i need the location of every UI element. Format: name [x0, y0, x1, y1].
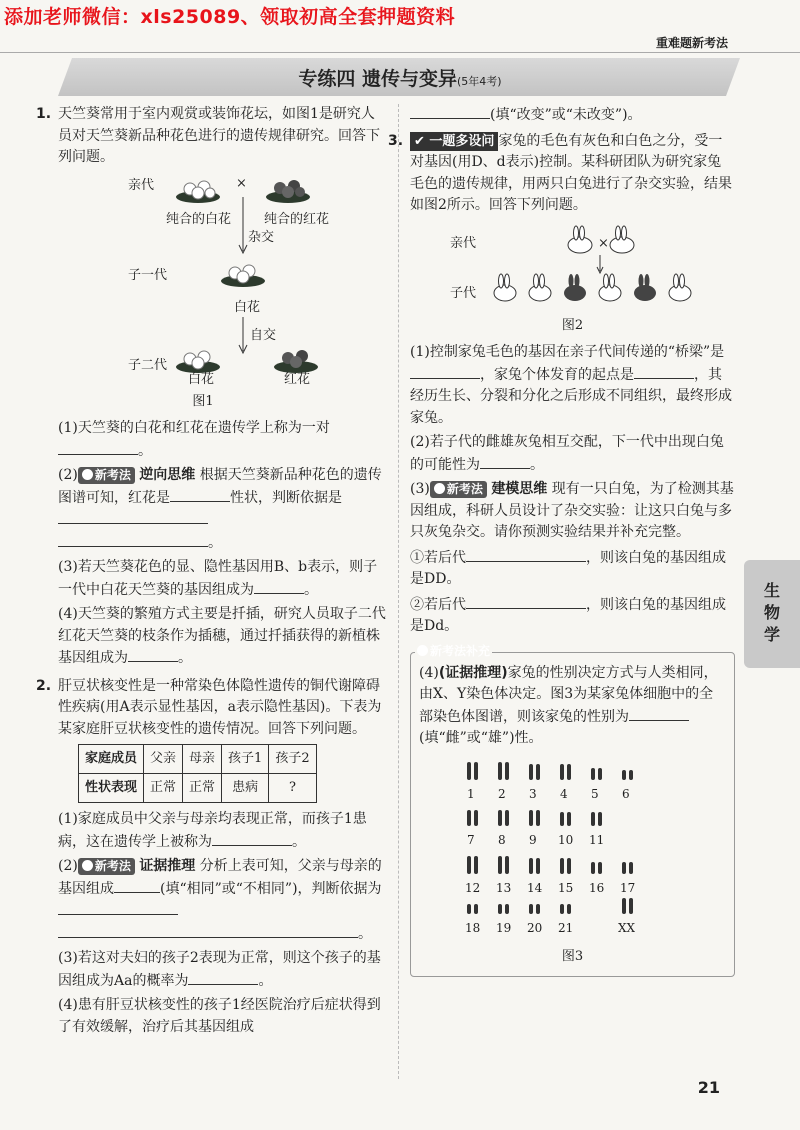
new-method-tag: 新考法 [78, 467, 135, 484]
q3-sub1: (1)控制家兔毛色的基因在亲子代间传递的“桥梁”是，家兔个体发育的起点是 ，其经历生长、分裂和分化之后形成不同组织，最终形成家兔。 [410, 344, 732, 426]
table-cell: 母亲 [183, 745, 222, 774]
title-text: 专练四 遗传与变异 [298, 68, 458, 90]
f1-parent-label: 亲代 [128, 177, 155, 193]
answer-blank[interactable] [58, 923, 358, 938]
offspring-row [494, 274, 691, 301]
page-title [0, 64, 800, 91]
q1-number: 1. [36, 106, 52, 122]
white-rabbit-icon [529, 274, 551, 301]
table-cell: 孩子2 [269, 745, 316, 774]
gray-rabbit-icon [564, 274, 586, 301]
supplement-tag: 新考法补充 [415, 643, 492, 660]
q1-sub1: (1)天竺葵的白花和红花在遗传学上称为一对。 [58, 420, 330, 459]
cross-symbol: × [236, 175, 247, 191]
q2-sub3: (3)若这对夫妇的孩子2表现为正常，则这个孩子的基因组成为Aa的概率为 。 [58, 950, 381, 989]
red-pure-label: 纯合的红花 [264, 211, 330, 227]
table-cell: ? [269, 774, 316, 803]
table-cell: 患病 [222, 774, 269, 803]
hybrid-label: 杂交 [248, 229, 275, 245]
figure-1-diagram [58, 173, 388, 385]
q2-intro: 2. 肝豆状核变性是一种常染色体隐性遗传的铜代谢障碍性疾病(用A表示显性基因，a表示隐性基因)。下表为某家庭肝豆状核变性的遗传情况。回答下列问题。 [36, 677, 382, 737]
selfing-label: 自交 [250, 327, 277, 343]
white-rabbit-icon [494, 274, 516, 301]
table-cell: 父亲 [144, 745, 183, 774]
answer-blank[interactable] [114, 878, 160, 893]
new-method-tag: 新考法 [78, 858, 135, 875]
figure-1-caption: 图1 [192, 393, 214, 409]
header-rule [0, 52, 800, 53]
answer-blank[interactable] [58, 440, 138, 455]
q2-sub4: (4)患有肝豆状核变性的孩子1经医院治疗后症状得到了有效缓解，治疗后其基因组成 [58, 997, 381, 1035]
bulb-icon [82, 860, 93, 871]
figure-3-caption: 图3 [561, 948, 584, 964]
section-header: 重难题新考法 [655, 36, 728, 50]
answer-blank[interactable] [212, 831, 292, 846]
left-column [36, 104, 388, 1041]
white-rabbit-icon [599, 274, 621, 301]
figure-2-caption: 图2 [561, 317, 584, 333]
answer-blank[interactable] [58, 509, 208, 524]
q3-sub3: (3) 新考法 建模思维 现有一只白兔，为了检测其基因组成，科研人员设计了杂交实验：让这只白兔与多只灰兔杂交。请你预测实验结果并补充完整。 [410, 481, 734, 540]
f2-cross: × [598, 235, 609, 251]
q2-number: 2. [36, 677, 52, 694]
white-flower-icon [221, 265, 265, 287]
f2-label: 子二代 [128, 357, 168, 373]
f1-white-label: 白花 [234, 299, 261, 315]
chromosome-pairs [467, 762, 633, 914]
figure-2 [410, 221, 735, 311]
answer-blank[interactable] [634, 364, 694, 379]
q2-sub2: (2) 新考法 证据推理 分析上表可知，父亲与母亲的基因组成 (填“相同”或“不相同”)，判断依据为 。 [58, 858, 382, 942]
table-header: 家庭成员 [79, 745, 144, 774]
q1-sub3: (3)若天竺葵花色的显、隐性基因用B、b表示，则子一代中白花天竺葵的基因组成为 。 [58, 559, 378, 598]
watermark-ad: 添加老师微信：xls25089、领取初高全套押题资料 [4, 6, 456, 28]
gray-rabbit-icon [634, 274, 656, 301]
answer-blank[interactable] [170, 487, 230, 502]
supplement-box [410, 643, 735, 978]
answer-blank[interactable] [466, 594, 586, 609]
q2-sub1: (1)家庭成员中父亲与母亲均表现正常，而孩子1患病，这在遗传学上被称为 。 [58, 811, 367, 850]
table-cell: 正常 [183, 774, 222, 803]
answer-blank[interactable] [58, 532, 208, 547]
f2-white-label: 白花 [188, 371, 215, 387]
multi-question-tag: ✔ 一题多设问 [410, 132, 498, 151]
answer-blank[interactable] [188, 970, 258, 985]
title-sub: (5年4考) [457, 75, 502, 88]
answer-blank[interactable] [254, 579, 304, 594]
q3-sub3-b: ②若后代 ，则该白兔的基因组成是Dd。 [410, 594, 735, 638]
page-number: 21 [697, 1078, 720, 1097]
white-rabbit-icon [568, 226, 592, 253]
q1-intro: 1. 天竺葵常用于室内观赏或装饰花坛，如图1是研究人员对天竺葵新品种花色进行的遗传规律研究。回答下列问题。 [36, 106, 380, 165]
table-row [79, 774, 317, 803]
f2-parent-label: 亲代 [450, 235, 477, 251]
family-table [78, 744, 317, 803]
f2-red-label: 红花 [284, 371, 311, 387]
q1-sub2: (2) 新考法 逆向思维 根据天竺葵新品种花色的遗传图谱可知，红花是 性状，判断依据是 。 [58, 467, 382, 551]
f2-child-label: 子代 [450, 285, 477, 301]
q2-sub4-cont: (填“改变”或“未改变”)。 [410, 104, 735, 127]
q3-number: 3. [388, 132, 404, 149]
red-flower-icon [266, 180, 310, 203]
new-method-tag: 新考法 [430, 481, 487, 498]
answer-blank[interactable] [58, 900, 178, 915]
q3-sub4: (4)(证据推理)家兔的性别决定方式与人类相同，由X、Y染色体决定。图3为某家兔体细胞中的全部染色体图谱，则该家兔的性别为(填“雌”或“雄”)性。 [419, 664, 718, 746]
answer-blank[interactable] [629, 706, 689, 721]
right-column [388, 104, 735, 977]
answer-blank[interactable] [466, 547, 586, 562]
answer-blank[interactable] [128, 647, 178, 662]
answer-blank[interactable] [410, 104, 490, 119]
q3-sub2: (2)若子代的雌雄灰兔相互交配，下一代中出现白兔的可能性为 。 [410, 434, 724, 473]
answer-blank[interactable] [480, 454, 530, 469]
figure-1 [58, 173, 388, 385]
bulb-icon [417, 645, 428, 656]
table-cell: 正常 [144, 774, 183, 803]
q3-sub3-a: ①若后代 ，则该白兔的基因组成是DD。 [410, 547, 735, 591]
bulb-icon [82, 469, 93, 480]
answer-blank[interactable] [410, 364, 480, 379]
subject-tab-label: 生物学 [763, 581, 780, 644]
bulb-icon [434, 483, 445, 494]
table-row [79, 745, 317, 774]
f1-label: 子一代 [128, 267, 168, 283]
white-pure-label: 纯合的白花 [166, 211, 232, 227]
white-flower-icon [176, 181, 220, 203]
q1-sub4: (4)天竺葵的繁殖方式主要是扦插，研究人员取子二代红花天竺葵的枝条作为插穗，通过扦插获得的新植株基因组成为 。 [58, 606, 386, 666]
figure-2-diagram [410, 221, 735, 311]
white-rabbit-icon [669, 274, 691, 301]
white-rabbit-icon [610, 226, 634, 253]
table-cell: 孩子1 [222, 745, 269, 774]
column-divider [398, 104, 399, 1079]
karyotype-figure: 1 2 3 4 5 6 7 8 9 10 11 12 13 14 15 16 17 18 19 20 21 XX [419, 758, 726, 942]
table-header: 性状表现 [79, 774, 144, 803]
q3-intro: 3. ✔ 一题多设问 家兔的毛色有灰色和白色之分，受一对基因(用D、d表示)控制。某科研团队为研究家兔毛色的遗传规律，用两只白兔进行了杂交实验，结果如图2所示。回答下列问题。 [388, 132, 732, 213]
